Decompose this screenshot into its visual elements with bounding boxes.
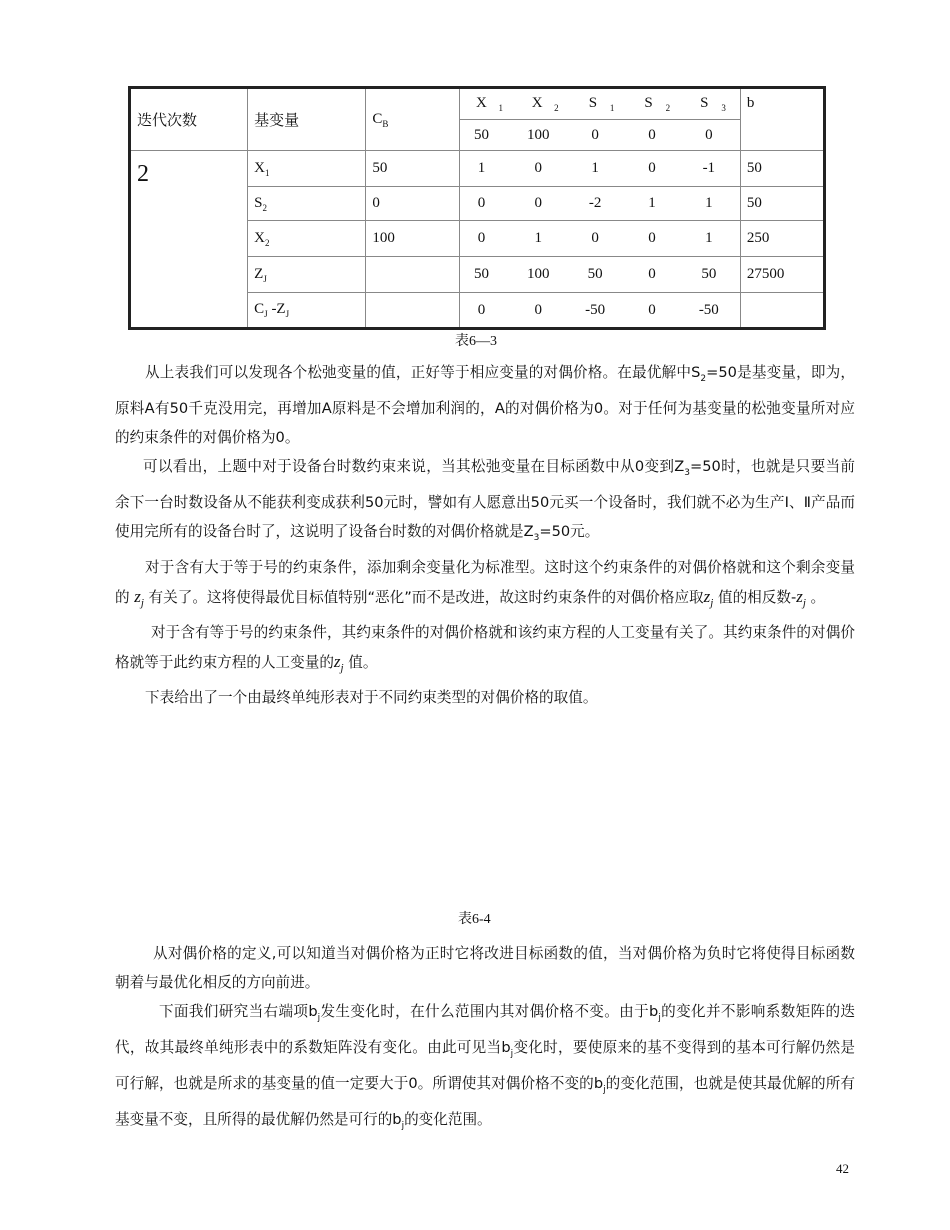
body-text-upper (115, 358, 855, 712)
coef-cell: 0 (648, 230, 656, 246)
coef-cell: 100 (527, 266, 550, 282)
cb-cell: 50 (366, 151, 460, 187)
basis-cell: $Z_J$ (248, 257, 366, 293)
coef-cell: 1 (591, 160, 599, 176)
coef-cell: 0 (648, 301, 656, 318)
paragraph-rhs-range: 下面我们研究当右端项$b_j$发生变化时，在什么范围内其对偶价格不变。由于$b_j$的变化并不影响系数矩阵的迭代，故其最终单纯形表中的系数矩阵没有变化。由此可见当$b_j$变化时，要使原来的基不变得到的基本可行解仍然是可行解，也就是所求的基变量的值一定要大于0。所谓使其对偶价格不变的$b_j$的变化范围，也就是使其最优解的所有基变量不变，且所得的最优解仍然是可行的$b_j$的变化范围。 (115, 1003, 855, 1131)
var-name: X $_2$ (531, 95, 559, 113)
coef-cell: 1 (477, 160, 486, 176)
cj-value: 50 (473, 126, 489, 143)
simplex-table (128, 86, 826, 330)
coef-cell: 1 (648, 195, 656, 211)
coef-cell: 0 (477, 301, 486, 318)
header-variables (460, 88, 740, 151)
var-name: X $_1$ (476, 95, 503, 113)
coef-cell: 0 (477, 230, 486, 246)
header-iteration: 迭代次数 (130, 88, 248, 151)
coef-cell: 0 (648, 266, 656, 282)
coef-cell: 0 (648, 160, 656, 176)
cj-value: 0 (705, 126, 713, 143)
cj-value: 0 (591, 126, 599, 143)
basis-cell: $C_J$ $-Z_J$ (248, 293, 366, 329)
paragraph-greater-equal: 对于含有大于等于号的约束条件，添加剩余变量化为标准型。这时这个约束条件的对偶价格就和这个剩余变量的 $z_j$ 有关了。这将使得最优目标值特别“恶化”而不是改进，故这时约束条件的对偶价格应取$z_j$ 值的相反数$-z_j$ 。 (115, 558, 855, 609)
b-cell: 50 (740, 151, 824, 187)
basis-cell: $X_1$ (248, 151, 366, 187)
paragraph-equality: 对于含有等于号的约束条件，其约束条件的对偶价格就和该约束方程的人工变量有关了。其约束条件的对偶价格就等于此约束方程的人工变量的$z_j$ 值。 (115, 623, 855, 674)
body-text-lower (115, 939, 855, 1141)
header-basis: 基变量 (248, 88, 366, 151)
basis-cell: $S_2$ (248, 187, 366, 221)
coef-cell: 0 (534, 195, 543, 211)
coef-cell: 0 (534, 160, 543, 176)
paragraph-slack-values: 从上表我们可以发现各个松弛变量的值，正好等于相应变量的对偶价格。在最优解中$S_2=50$是基变量，即为，原料A有50千克没用完，再增加A原料是不会增加利润的，A的对偶价格为0。对于任何为基变量的松弛变量所对应的约束条件的对偶价格为0。 (115, 364, 855, 446)
table-caption-6-4: 表6-4 (458, 912, 491, 927)
coef-cell: 1 (705, 195, 713, 211)
coef-cell: 0 (591, 230, 599, 246)
b-cell: 27500 (740, 257, 824, 293)
basis-cell: $X_2$ (248, 221, 366, 257)
coef-cell: -1 (702, 160, 716, 176)
paragraph-dual-price-sign: 从对偶价格的定义,可以知道当对偶价格为正时它将改进目标函数的值，当对偶价格为负时它将使得目标函数朝着与最优化相反的方向前进。 (115, 945, 855, 991)
header-cb: $C_B$ (366, 88, 460, 151)
header-b: b (740, 88, 824, 151)
coef-cell: 50 (473, 266, 489, 282)
b-cell (740, 293, 824, 329)
coef-cell: -50 (585, 301, 606, 318)
cb-cell: 100 (366, 221, 460, 257)
cb-cell: 0 (366, 187, 460, 221)
table-caption-6-3: 表6—3 (455, 334, 497, 349)
var-name: S $_1$ (588, 95, 615, 113)
simplex-table-6-3 (128, 86, 826, 330)
coef-cell: 0 (477, 195, 486, 211)
cb-cell (366, 257, 460, 293)
paragraph-table-intro: 下表给出了一个由最终单纯形表对于不同约束类型的对偶价格的取值。 (145, 688, 598, 706)
page-number: 42 (836, 1161, 849, 1176)
coef-cell: 50 (701, 266, 717, 282)
coef-cell: -2 (588, 195, 602, 211)
coef-cell: 50 (587, 266, 603, 282)
cj-value: 100 (527, 126, 550, 143)
coef-cell: 1 (705, 230, 713, 246)
b-cell: 250 (740, 221, 824, 257)
var-name: S $_3$ (700, 95, 726, 113)
coef-cell: 1 (534, 230, 543, 246)
coef-cell: 0 (534, 301, 543, 318)
b-cell: 50 (740, 187, 824, 221)
var-name: S $_2$ (644, 95, 671, 113)
coef-cell: -50 (698, 301, 719, 318)
cj-value: 0 (648, 126, 656, 143)
cb-cell (366, 293, 460, 329)
iteration-number: 2 (130, 151, 248, 329)
paragraph-equipment-hours: 可以看出，上题中对于设备台时数约束来说，当其松弛变量在目标函数中从0变到$Z_3=50$时，也就是只要当前余下一台时数设备从不能获利变成获利50元时，譬如有人愿意出50元买一个设备时，我们就不必为生产Ⅰ、Ⅱ产品而使用完所有的设备台时了，这说明了设备台时数的对偶价格就是$Z_3=50$元。 (115, 457, 855, 543)
